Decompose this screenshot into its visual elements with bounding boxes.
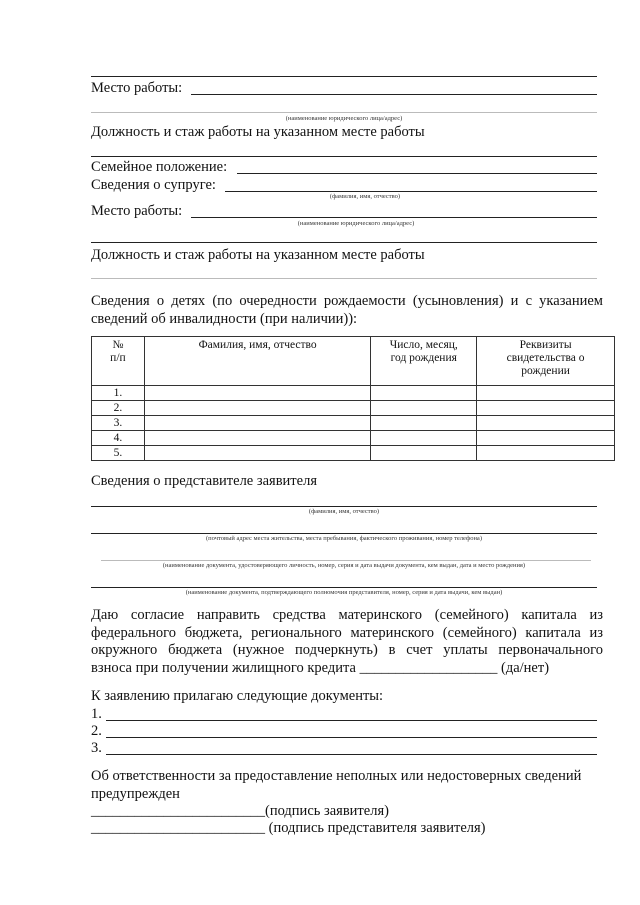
attachment-field[interactable] (106, 737, 597, 738)
header-certificate-line1: Реквизиты (519, 339, 572, 351)
children-intro-line1: Сведения о детях (по очередности рождаемости (усыновления) и с указанием (91, 293, 603, 309)
position-label: Должность и стаж работы на указанном месте работы (91, 124, 425, 140)
child-certificate-cell[interactable] (477, 416, 615, 431)
header-number-line2: п/п (110, 352, 126, 364)
representative-name-caption: (фамилия, имя, отчество) (308, 508, 380, 515)
consent-answer-field[interactable]: ___________________ (359, 659, 498, 676)
applicant-signature-label: (подпись заявителя) (265, 803, 389, 819)
child-birth-date-cell[interactable] (371, 446, 477, 461)
row-number: 5. (92, 446, 145, 461)
consent-line4-start: взноса при получении жилищного кредита (91, 659, 356, 676)
applicant-signature-field[interactable]: ________________________ (91, 803, 265, 819)
attachment-number: 1. (91, 706, 102, 722)
header-certificate-line3: рождении (521, 365, 570, 377)
attachment-number: 3. (91, 740, 102, 756)
row-number: 2. (92, 401, 145, 416)
representative-title: Сведения о представителе заявителя (91, 473, 317, 489)
spouse-label: Сведения о супруге: (91, 177, 216, 193)
child-birth-date-cell[interactable] (371, 416, 477, 431)
spouse-workplace-field-line2[interactable] (91, 242, 597, 243)
consent-paragraph (91, 607, 603, 677)
representative-id-doc-field[interactable] (101, 560, 591, 561)
representative-id-doc-caption: (наименование документа, удостоверяющего личность, номер, серия и дата выдачи документа, кем выдан, дата и место рождения) (162, 562, 526, 569)
header-full-name-text: Фамилия, имя, отчество (198, 339, 317, 351)
marital-status-label: Семейное положение: (91, 159, 228, 175)
representative-signature-label: (подпись представителя заявителя) (268, 820, 486, 836)
workplace-label: Место работы: (91, 80, 183, 96)
child-certificate-cell[interactable] (477, 431, 615, 446)
representative-address-caption: (почтовый адрес места жительства, места пребывания, фактического проживания, номер телефона) (206, 535, 482, 542)
header-birth-date-line1: Число, месяц, (389, 339, 458, 351)
spouse-workplace-field[interactable] (191, 217, 597, 218)
workplace-field[interactable] (191, 94, 597, 95)
workplace-caption: (наименование юридического лица/адрес) (285, 115, 403, 122)
header-birth-date-line2: год рождения (390, 352, 457, 364)
children-intro (91, 293, 603, 328)
spouse-field[interactable] (225, 191, 597, 192)
row-number: 1. (92, 386, 145, 401)
consent-line: федерального бюджета, регионального материнского (семейного) капитала из (91, 624, 603, 641)
consent-line: окружного бюджета (нужное подчеркнуть) в счет уплаты первоначального (91, 642, 603, 659)
attachment-field[interactable] (106, 720, 597, 721)
header-certificate-line2: свидетельства о (506, 352, 585, 364)
top-line (91, 76, 597, 77)
spouse-workplace-label: Место работы: (91, 203, 183, 219)
table-row (92, 446, 615, 461)
header-birth-date (371, 337, 477, 386)
child-certificate-cell[interactable] (477, 446, 615, 461)
child-name-cell[interactable] (144, 431, 370, 446)
table-row (92, 431, 615, 446)
table-row (92, 386, 615, 401)
spouse-position-label: Должность и стаж работы на указанном месте работы (91, 247, 425, 263)
children-table (91, 336, 615, 461)
child-certificate-cell[interactable] (477, 386, 615, 401)
row-number: 4. (92, 431, 145, 446)
representative-power-doc-field[interactable] (91, 587, 597, 588)
responsibility-line1: Об ответственности за предоставление неполных или недостоверных сведений (91, 768, 582, 784)
attachment-number: 2. (91, 723, 102, 739)
representative-name-field[interactable] (91, 506, 597, 507)
attachment-field[interactable] (106, 754, 597, 755)
attachments-title: К заявлению прилагаю следующие документы: (91, 688, 384, 704)
applicant-signature-row (91, 803, 389, 820)
children-table-header (92, 337, 615, 386)
header-number-line1: № (112, 339, 124, 351)
child-name-cell[interactable] (144, 446, 370, 461)
child-name-cell[interactable] (144, 401, 370, 416)
children-intro-line2: сведений об инвалидности (при наличии)): (91, 310, 358, 327)
consent-line-last (91, 660, 603, 678)
representative-signature-field[interactable]: ________________________ (91, 820, 265, 836)
child-birth-date-cell[interactable] (371, 401, 477, 416)
table-row (92, 401, 615, 416)
representative-address-field[interactable] (91, 533, 597, 534)
position-field[interactable] (91, 156, 597, 157)
representative-signature-row (91, 820, 486, 837)
header-number (92, 337, 145, 386)
responsibility-line2: предупрежден (91, 786, 180, 802)
spouse-workplace-caption: (наименование юридического лица/адрес) (297, 220, 415, 227)
spouse-caption: (фамилия, имя, отчество) (329, 193, 401, 200)
table-row (92, 416, 615, 431)
spouse-position-field[interactable] (91, 278, 597, 279)
header-certificate (477, 337, 615, 386)
child-birth-date-cell[interactable] (371, 431, 477, 446)
row-number: 3. (92, 416, 145, 431)
child-name-cell[interactable] (144, 416, 370, 431)
representative-power-doc-caption: (наименование документа, подтверждающего полномочия представителя, номер, серия и дата выдачи, кем выдан) (185, 589, 503, 596)
child-name-cell[interactable] (144, 386, 370, 401)
consent-line: Даю согласие направить средства материнского (семейного) капитала из (91, 607, 603, 623)
child-certificate-cell[interactable] (477, 401, 615, 416)
header-full-name (144, 337, 370, 386)
workplace-field-line2[interactable] (91, 112, 597, 113)
child-birth-date-cell[interactable] (371, 386, 477, 401)
consent-yes-no-hint: (да/нет) (501, 659, 550, 676)
marital-status-field[interactable] (237, 173, 597, 174)
